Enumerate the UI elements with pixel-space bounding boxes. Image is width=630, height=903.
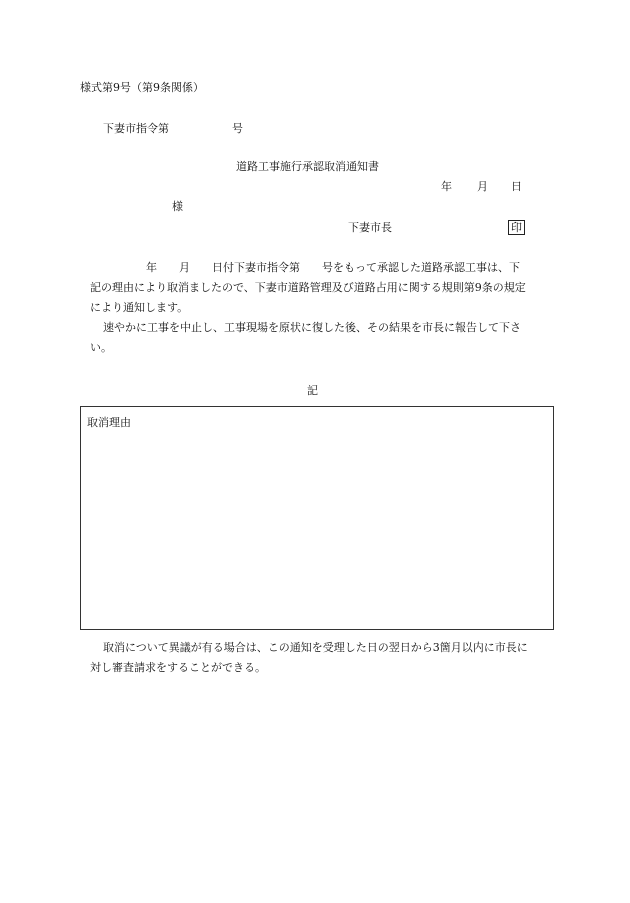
addressee-suffix: 様 bbox=[172, 200, 183, 213]
date-year: 年 bbox=[441, 180, 452, 193]
body-para2-line2: い。 bbox=[90, 341, 112, 354]
doc-number-prefix: 下妻市指令第 bbox=[103, 122, 169, 135]
doc-number-suffix: 号 bbox=[232, 122, 243, 135]
footer-line1: 取消について異議が有る場合は、この通知を受理した日の翌日から3箇月以内に市長に bbox=[103, 641, 528, 654]
body-para1-line2: 記の理由により取消ましたので、下妻市道路管理及び道路占用に関する規則第9条の規定 bbox=[90, 281, 526, 294]
form-label: 様式第9号（第9条関係） bbox=[80, 81, 204, 94]
page-title: 道路工事施行承認取消通知書 bbox=[236, 160, 379, 173]
date-month: 月 bbox=[477, 180, 488, 193]
body-para1-line3: により通知します。 bbox=[90, 301, 189, 314]
issuer: 下妻市長 bbox=[348, 221, 392, 234]
body-para2-line1: 速やかに工事を中止し、工事現場を原状に復した後、その結果を市長に報告して下さ bbox=[103, 321, 521, 334]
footer-line2: 対し審査請求をすることができる。 bbox=[90, 661, 266, 674]
body-para1-line1: 年 月 日付下妻市指令第 号をもって承認した道路承認工事は、下 bbox=[146, 261, 520, 274]
reason-box bbox=[80, 406, 554, 630]
date-day: 日 bbox=[511, 180, 522, 193]
seal-mark bbox=[508, 220, 525, 235]
reason-label: 取消理由 bbox=[87, 416, 131, 429]
seal-char: 印 bbox=[508, 220, 525, 235]
ki-heading: 記 bbox=[307, 384, 318, 397]
